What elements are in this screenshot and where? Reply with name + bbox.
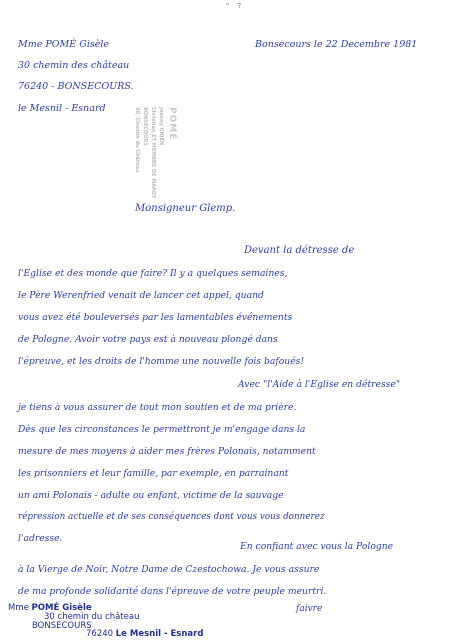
body-line: de Pologne. Avoir votre pays est à nouveau plongé dans xyxy=(18,334,278,345)
body-line: mesure de mes moyens à aider mes frères Polonais, notamment xyxy=(18,446,316,457)
body-line: vous avez été bouleversés par les lamentables événements xyxy=(18,312,293,323)
body-line: Dès que les circonstances le permettront je m'engage dans la xyxy=(18,424,306,435)
body-line: les prisonniers et leur famille, par exemple, en parrainant xyxy=(18,468,289,479)
body-line: Avec "l'Aide à l'Eglise en détresse" xyxy=(238,379,401,390)
stamp-name: POMÉ xyxy=(167,107,177,141)
body-line: répression actuelle et de ses conséquences dont vous vous donnerez xyxy=(18,512,325,522)
postal-line-2: 30 chemin du château xyxy=(44,612,140,622)
postal-prefix: Mme xyxy=(8,603,29,613)
stamp-line-2: Christian ET MEMBRE DE MAROY xyxy=(150,107,156,199)
sender-city: 76240 - BONSECOURS. xyxy=(18,81,134,92)
rubber-stamp xyxy=(131,107,177,199)
postal-name: POMÉ Gisèle xyxy=(31,603,92,613)
body-line: Devant la détresse de xyxy=(244,245,355,256)
body-line: l'épreuve, et les droits de l'homme une nouvelle fois bafoués! xyxy=(18,356,305,367)
postal-code: 76240 xyxy=(86,629,114,639)
top-mark: " ? xyxy=(226,2,245,10)
stamp-line-1: Joanny CHIEN xyxy=(158,107,164,146)
salutation: Monsigneur Glemp. xyxy=(135,203,236,214)
body-line: de ma profonde solidarité dans l'épreuve de votre peuple meurtri. xyxy=(18,586,327,597)
body-line: l'adresse. xyxy=(18,533,63,544)
signature: faivre xyxy=(296,604,323,614)
stamp-line-3: BONSECOURS xyxy=(142,107,148,146)
postal-line-3: BONSECOURS xyxy=(32,621,92,631)
body-line: un ami Polonais - adulte ou enfant, victime de la sauvage xyxy=(18,490,284,501)
body-line: le Père Werenfried venait de lancer cet appel, quand xyxy=(18,290,264,301)
body-line: à la Vierge de Noir, Notre Dame de Czestochowa. Je vous assure xyxy=(18,564,320,575)
postal-line-4 xyxy=(86,629,203,639)
sender-name: Mme POMÉ Gisèle xyxy=(18,39,110,50)
stamp-line-4: 30, Chemin du Château xyxy=(134,107,140,173)
body-line: je tiens à vous assurer de tout mon soutien et de ma prière. xyxy=(18,402,297,413)
body-line: En confiant avec vous la Pologne xyxy=(240,541,394,552)
sender-locality: le Mesnil - Esnard xyxy=(18,103,106,114)
body-line: l'Eglise et des monde que faire? Il y a quelques semaines, xyxy=(18,268,288,279)
postal-place: Le Mesnil - Esnard xyxy=(115,629,204,639)
date-line: Bonsecours le 22 Decembre 1981 xyxy=(255,39,418,50)
sender-street: 30 chemin des château xyxy=(18,60,130,71)
